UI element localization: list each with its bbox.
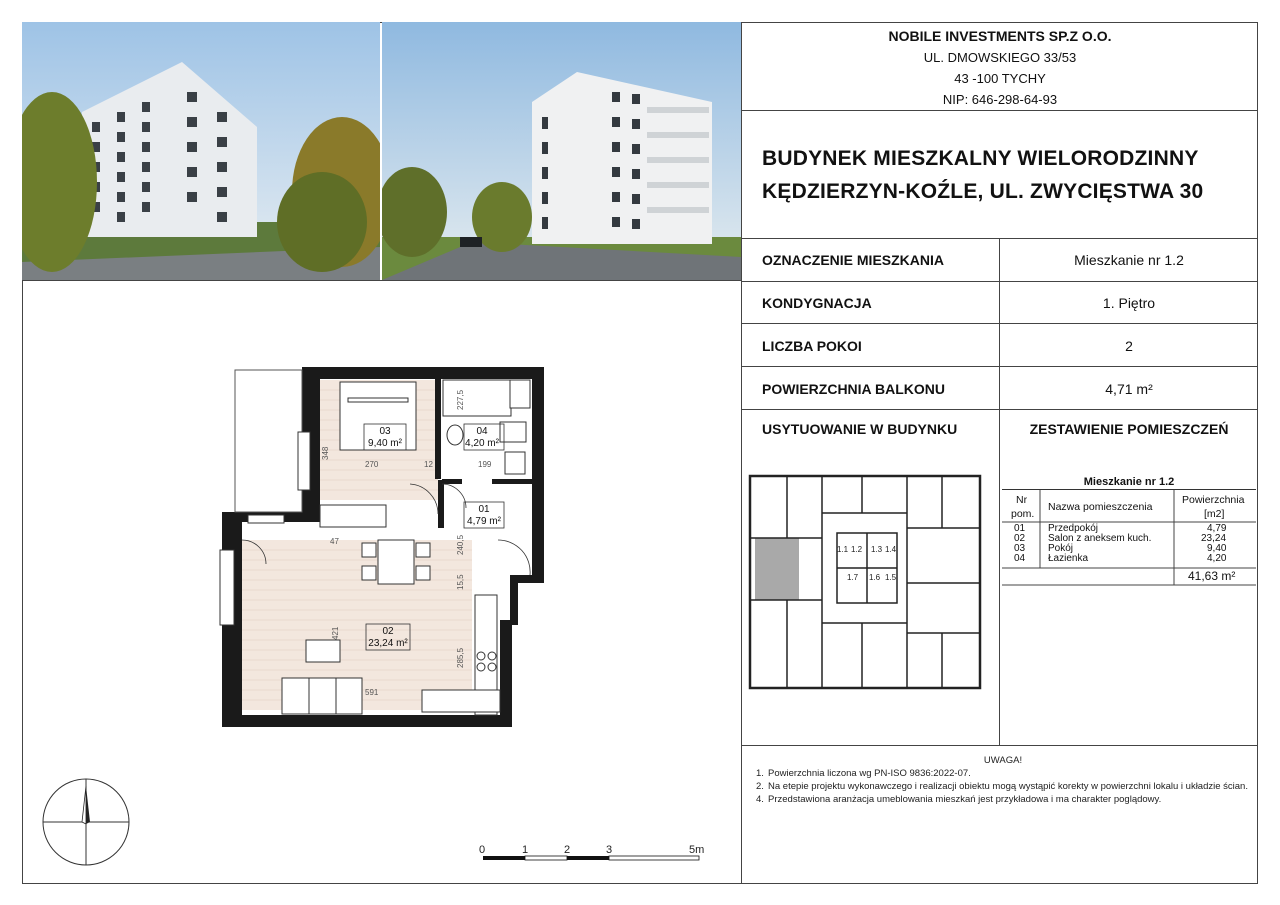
col-area: Powierzchnia — [1182, 494, 1245, 506]
row-nr: 03 — [1014, 543, 1026, 554]
row-area: 23,24 — [1201, 533, 1227, 544]
divider — [741, 22, 742, 884]
location-heading: USYTUOWANIE W BUDYNKU — [762, 421, 958, 437]
dim-240: 240,5 — [456, 534, 465, 555]
mini-label: 1.5 — [885, 573, 897, 582]
row-nr: 04 — [1014, 553, 1026, 564]
note-number: 2. — [756, 781, 764, 792]
note-item — [756, 767, 1250, 780]
info-label-apartment: OZNACZENIE MIESZKANIA — [762, 252, 944, 268]
apartment-floor-plan — [210, 360, 570, 740]
dim-199: 199 — [478, 460, 492, 469]
note-number: 4. — [756, 794, 764, 805]
north-arrow-icon — [40, 776, 132, 868]
room-table — [1002, 474, 1256, 490]
scale-tick-5: 5m — [689, 844, 705, 856]
room-table-total: 41,63 m² — [1188, 569, 1236, 583]
building-location-plan — [747, 473, 983, 691]
note-text: Na etepie projektu wykonawczego i realizacji obiektu mogą wystąpić korekty w powierzchni lokalu i układzie ścian. — [768, 781, 1248, 792]
row-area: 4,20 — [1207, 553, 1227, 564]
note-text: Powierzchnia liczona wg PN-ISO 9836:2022-07. — [768, 768, 971, 779]
dim-47: 47 — [330, 537, 339, 546]
note-text: Przedstawiona aranżacja umeblowania mieszkań jest przykładowa i ma charakter poglądowy. — [768, 794, 1162, 805]
note-item — [756, 793, 1250, 806]
mini-label: 1.4 — [885, 545, 897, 554]
notes-block — [756, 754, 1250, 806]
dim-591: 591 — [365, 688, 379, 697]
scale-bar — [478, 842, 712, 864]
divider — [741, 110, 1258, 111]
divider — [999, 238, 1000, 746]
scale-tick-2: 2 — [564, 844, 571, 856]
row-name: Przedpokój — [1048, 523, 1099, 534]
row-nr: 02 — [1014, 533, 1026, 544]
divider — [22, 280, 742, 281]
room-03-area: 9,40 m² — [368, 438, 402, 449]
room-03-number: 03 — [379, 426, 391, 437]
info-label-rooms: LICZBA POKOI — [762, 338, 862, 354]
building-render-2 — [382, 22, 741, 280]
row-area: 4,79 — [1207, 523, 1227, 534]
info-label-balcony: POWIERZCHNIA BALKONU — [762, 381, 946, 397]
col-nr-2: pom. — [1011, 508, 1035, 520]
info-value-balcony: 4,71 m² — [1105, 381, 1153, 397]
dim-285: 285,5 — [456, 647, 465, 668]
row-name: Łazienka — [1048, 553, 1089, 564]
row-name: Salon z aneksem kuch. — [1048, 533, 1152, 544]
scale-tick-1: 1 — [522, 844, 529, 856]
title-line-1: BUDYNEK MIESZKALNY WIELORODZINNY — [762, 147, 1199, 170]
scale-tick-3: 3 — [606, 844, 613, 856]
project-title — [762, 142, 1252, 208]
mini-label: 1.3 — [871, 545, 883, 554]
room-02-number: 02 — [382, 626, 394, 637]
dim-421: 421 — [331, 626, 340, 640]
dim-227: 227,5 — [456, 389, 465, 410]
row-area: 9,40 — [1207, 543, 1227, 554]
scale-tick-0: 0 — [479, 844, 486, 856]
note-number: 1. — [756, 768, 764, 779]
mini-label: 1.7 — [847, 573, 859, 582]
mini-label: 1.6 — [869, 573, 881, 582]
company-nip: NIP: 646-298-64-93 — [942, 92, 1058, 107]
info-value-apartment: Mieszkanie nr 1.2 — [1074, 252, 1184, 268]
company-name: NOBILE INVESTMENTS SP.Z O.O. — [888, 28, 1112, 44]
dim-270: 270 — [365, 460, 379, 469]
info-value-floor: 1. Piętro — [1102, 295, 1156, 311]
company-city: 43 -100 TYCHY — [954, 71, 1046, 86]
row-name: Pokój — [1048, 543, 1074, 554]
mini-label: 1.2 — [851, 545, 863, 554]
col-area-2: [m2] — [1204, 508, 1225, 520]
room-table-title: Mieszkanie nr 1.2 — [1002, 474, 1256, 490]
company-block — [742, 26, 1258, 110]
title-line-2: KĘDZIERZYN-KOŹLE, UL. ZWYCIĘSTWA 30 — [762, 180, 1204, 203]
info-label-floor: KONDYGNACJA — [762, 295, 872, 311]
room-02-area: 23,24 m² — [368, 638, 408, 649]
rooms-heading: ZESTAWIENIE POMIESZCZEŃ — [1029, 421, 1229, 437]
notes-header: UWAGA! — [983, 755, 1023, 766]
room-01-number: 01 — [478, 504, 490, 515]
room-04-number: 04 — [476, 426, 488, 437]
row-nr: 01 — [1014, 523, 1026, 534]
dim-12: 12 — [424, 460, 433, 469]
col-name: Nazwa pomieszczenia — [1048, 501, 1153, 513]
room-04-area: 4,20 m² — [465, 438, 499, 449]
mini-label: 1.1 — [837, 545, 849, 554]
note-item — [756, 780, 1250, 793]
info-value-rooms: 2 — [1125, 338, 1133, 354]
col-nr: Nr — [1016, 494, 1028, 506]
building-render-1 — [22, 22, 380, 280]
dim-348: 348 — [321, 446, 330, 460]
dim-15: 15,5 — [456, 574, 465, 590]
room-01-area: 4,79 m² — [467, 516, 501, 527]
company-street: UL. DMOWSKIEGO 33/53 — [923, 50, 1077, 65]
